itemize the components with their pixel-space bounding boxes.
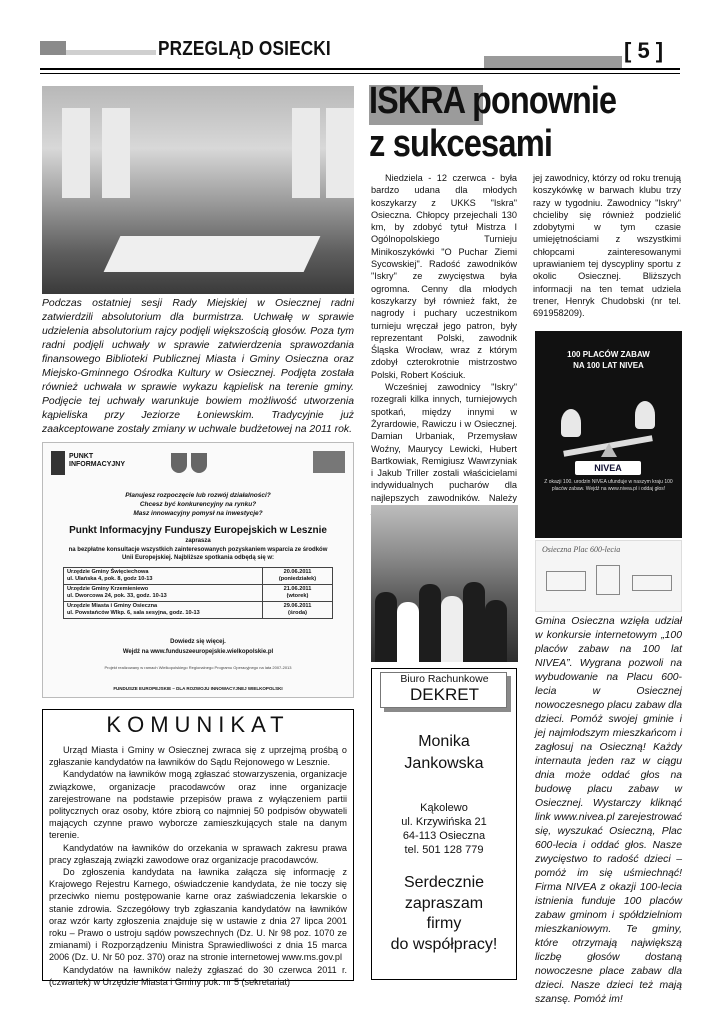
child-figure (561, 409, 581, 437)
komunikat-title: KOMUNIKAT (106, 712, 290, 737)
header-decor-mid (66, 50, 156, 55)
ad-person: Monika Jankowska (404, 733, 484, 772)
komunikat-paragraph: Urząd Miasta i Gminy w Osiecznej zwraca się z uprzejmą prośbą o zgłaszanie kandydatów na ławników do Sądu Rejonowego w Lesznie. (49, 745, 347, 768)
nivea-ad-image (535, 331, 682, 538)
info-point-label: PUNKT INFORMACYJNY (69, 453, 126, 468)
header-rule (40, 68, 680, 70)
playground-sketch (535, 540, 682, 612)
header-rule-thin (40, 73, 680, 74)
child-figure (635, 401, 655, 429)
ad-company-type: Biuro Rachunkowe (400, 673, 489, 685)
ad-address: Kąkolewo ul. Krzywińska 21 64-113 Osieczna tel. 501 128 779 (401, 802, 487, 856)
poster-footer: Projekt realizowany w ramach Wielkopolskiego Regionalnego Programu Operacyjnego na lata 2007-2013 (104, 665, 292, 670)
article-column-2: jej zawodnicy, którzy od roku trenują koszykówkę w barwach klubu trzy razy w tygodniu. Zawodnicy "Iskry" chcieliby się również podzielić zdobytymi w tym czasie umiejętnościami z wszystkimi chłopcami zainteresowanymi uprawianiem tej dyscypliny sportu z okolic Osiecznej. Bliższych informacji na ten temat udziela trener, Henryk Chudobski (nr tel. 691958209). (533, 173, 681, 319)
poster-web: Wejdź na www.funduszeeuropejskie.wielkopolskie.pl (122, 649, 274, 655)
poster-title: Punkt Informacyjny Funduszy Europejskich w Lesznie (69, 525, 327, 536)
komunikat-body (49, 744, 347, 988)
nivea-small-text: Z okazji 100. urodzin NIVEA ufunduje w naszym kraju 100 placów zabaw. Wejdź na www.nivea.pl i oddaj głos! (544, 479, 673, 492)
eu-flag-icon (313, 451, 345, 473)
komunikat-paragraph: Kandydatów na ławników mogą zgłaszać stowarzyszenia, organizacje związkowe, organizacje pracodawców oraz inne organizacje zarejestrowane na podstawie przepisów prawa z wyłączeniem partii politycznych oraz osoby, które zbiorą co najmniej 50 podpisów obywateli mających czynne prawo wyborcze zamieszkujących stale na danym terenie. (49, 769, 347, 841)
newspaper-title: PRZEGLĄD OSIECKI (158, 38, 331, 60)
ad-invitation: Serdecznie zapraszam firmy do współpracy! (390, 874, 498, 953)
crest-icon (191, 453, 207, 473)
header-decor-left (40, 41, 66, 55)
dekret-ad (371, 668, 517, 980)
poster-info: na bezpłatne konsultacje wszystkich zainteresowanych pozyskaniem wsparcia ze środków Unii Europejskiej. Najbliższe spotkania odbędą się w: (68, 547, 328, 561)
table-row: Urzędzie Gminy Krzemieniewo ul. Dworcowa 24, pok. 33, godz. 10-13 21.06.2011 (wtorek) (64, 585, 333, 602)
crest-icon (171, 453, 187, 473)
table-row: Urzędzie Miasta i Gminy Osieczna ul. Powstańców Wlkp. 6, sala sesyjna, godz. 10-13 29.06.2011 (środa) (64, 602, 333, 619)
article-paragraph: Wcześniej zawodnicy "Iskry" rozegrali kilka innych, turniejowych spotkań, między innymi w Żyrardowie, Rawiczu i w Osiecznej. Damian Urbaniak, Przemysław Woźny, Maurycy Lewicki, Hubert Bartkowiak, Remigiusz Wawrzyniak i Jakub Triller zostali właścicielami indywidualnych pucharów dla najlepszych zawodników. Należy (371, 382, 517, 503)
poster-logos (51, 449, 345, 479)
komunikat-box (42, 709, 354, 987)
table-row: Urzędzie Gminy Święciechowa ul. Ulańska 4, pok. 8, godz 10-13 20.06.2011 (poniedziałek) (64, 568, 333, 585)
komunikat-paragraph: Do zgłoszenia kandydata na ławnika załącza się informację z Krajowego Rejestru Karnego, oświadczenie kandydata, że nie toczy się przeciwko niemu postępowanie karne oraz zaświadczenia lekarskie o stanie zdrowia. Szczegółowy tryb zgłaszania kandydatów na ławników oraz wzór karty zgłoszenia znajduje się w ustawie z dnia 27 lipca 2001 roku – Prawo o ustroju sądów powszechnych (Dz. U. Nr 98 poz. 1070 ze zmianami) i Rozporządzeniu Ministra Sprawiedliwości z dnia 15 marca 2006 (Dz. U. Nr 50 poz. 370) oraz na stronie internetowej www.ms.gov.pl (49, 867, 347, 963)
sketch-label: Osieczna Plac 600-lecia (542, 545, 621, 554)
photo-caption: Podczas ostatniej sesji Rady Miejskiej w Osiecznej radni zatwierdzili absolutorium dla burmistrza. Uchwałę w sprawie udzielenia absolutorium rajcy podjęli większością głosów. Poza tym radni podjęli uchwały w sprawie zatwierdzenia sprawozdania finansowego Biblioteki Publicznej Miasta i Gminy Osieczna oraz Miejsko-Gminnego Ośrodka Kultury w Osiecznej. Podjęta została również uchwała w sprawie wykazu kąpielisk na terenie gminy. Podjęcie tej uchwały warunkuje bowiem możliwość utworzenia kąpieliska przy Jeziorze Łoniewskim. Tradycyjnie już zaakceptowane zostały zmiany w uchwale budżetowej na 2011 rok. (42, 298, 354, 435)
basketball-team-photo (371, 505, 518, 662)
council-session-photo (42, 86, 354, 294)
ad-company-name: DEKRET (410, 685, 479, 704)
komunikat-paragraph: Kandydatów na ławników do orzekania w sprawach zakresu prawa pracy zgłaszają związki zawodowe oraz organizacje pracodawców. (49, 842, 347, 865)
komunikat-paragraph: Kandydatów na ławników należy zgłaszać do 30 czerwca 2011 r. (czwartek) w Urzędzie Miasta i Gminy pok. nr 5 (sekretariat) (49, 964, 347, 987)
page-number: [ 5 ] (624, 38, 664, 63)
nivea-title: 100 PLACÓW ZABAW NA 100 LAT NIVEA (567, 350, 650, 370)
article-headline: ISKRA ponownie (369, 80, 617, 122)
nivea-logo: NIVEA (575, 461, 641, 475)
info-point-logo (51, 451, 65, 475)
article-headline-line2: z sukcesami (369, 123, 553, 165)
poster-ue: FUNDUSZE EUROPEJSKIE – DLA ROZWOJU INNOWACYJNEJ WIELKOPOLSKI (113, 686, 283, 691)
poster-questions: Planujesz rozpoczęcie lub rozwój działalności? Chcesz być konkurencyjny na rynku? Masz innowacyjny pomysł na inwestycje? (125, 492, 271, 517)
poster-welcome: Dowiedz się więcej. (170, 639, 226, 645)
article-column-1 (371, 172, 517, 529)
header-decor-right (484, 56, 622, 68)
nivea-caption: Gmina Osieczna wzięła udział w konkursie internetowym „100 placów zabaw na 100 lat NIVEA”. Wygrana pozwoli na wybudowanie na Placu 600-lecia w Osiecznej nowoczesnego placu zabaw dla dzieci. Pomóż swojej gminie i jej najmłodszym mieszkańcom i zagłosuj na Osieczną! Każdy internauta jeden raz w ciągu dnia może oddać głos na budowę placu zabaw w Osiecznej. Wystarczy kliknąć link www.nivea.pl zarejestrować się, wyszukać Osieczną, Plac 600-lecia i oddać głos. Nasze zwycięstwo to radość dzieci – pomóż im się uśmiechnąć! Firma NIVEA z okazji 100-lecia istnienia funduje 100 placów zabaw gminom i spółdzielniom mieszkaniowym. Te gminy, które otrzymają największą liczbę głosów dostaną nowoczesne place zabaw dla dzieci. Nasze dzieci też mają szansę. Pomóż im! (535, 616, 682, 1005)
meetings-table (63, 567, 333, 619)
article-paragraph: Niedziela - 12 czerwca - była bardzo udana dla młodych koszykarzy z UKKS "Iskra" Osieczna. Chłopcy przejechali 130 km, by zdobyć tytuł Mistrza I Ogólnopolskiego Turnieju Minikoszykówki "O Puchar Ziemi Sycowskiej". Radość zawodników "Iskry" ze zwycięstwa była ogromna. Cenny dla młodych koszykarzy był również fakt, że nagrody i puchary uczestnikom turnieju wręczał jego patron, były reprezentant Polski, zawodnik Śląska Wrocław, wraz z którym zdobył czterokrotnie mistrzostwo Polski, Robert Kościuk. (371, 173, 517, 380)
poster-invites: zaprasza (185, 538, 211, 544)
eu-funds-poster (42, 442, 354, 698)
